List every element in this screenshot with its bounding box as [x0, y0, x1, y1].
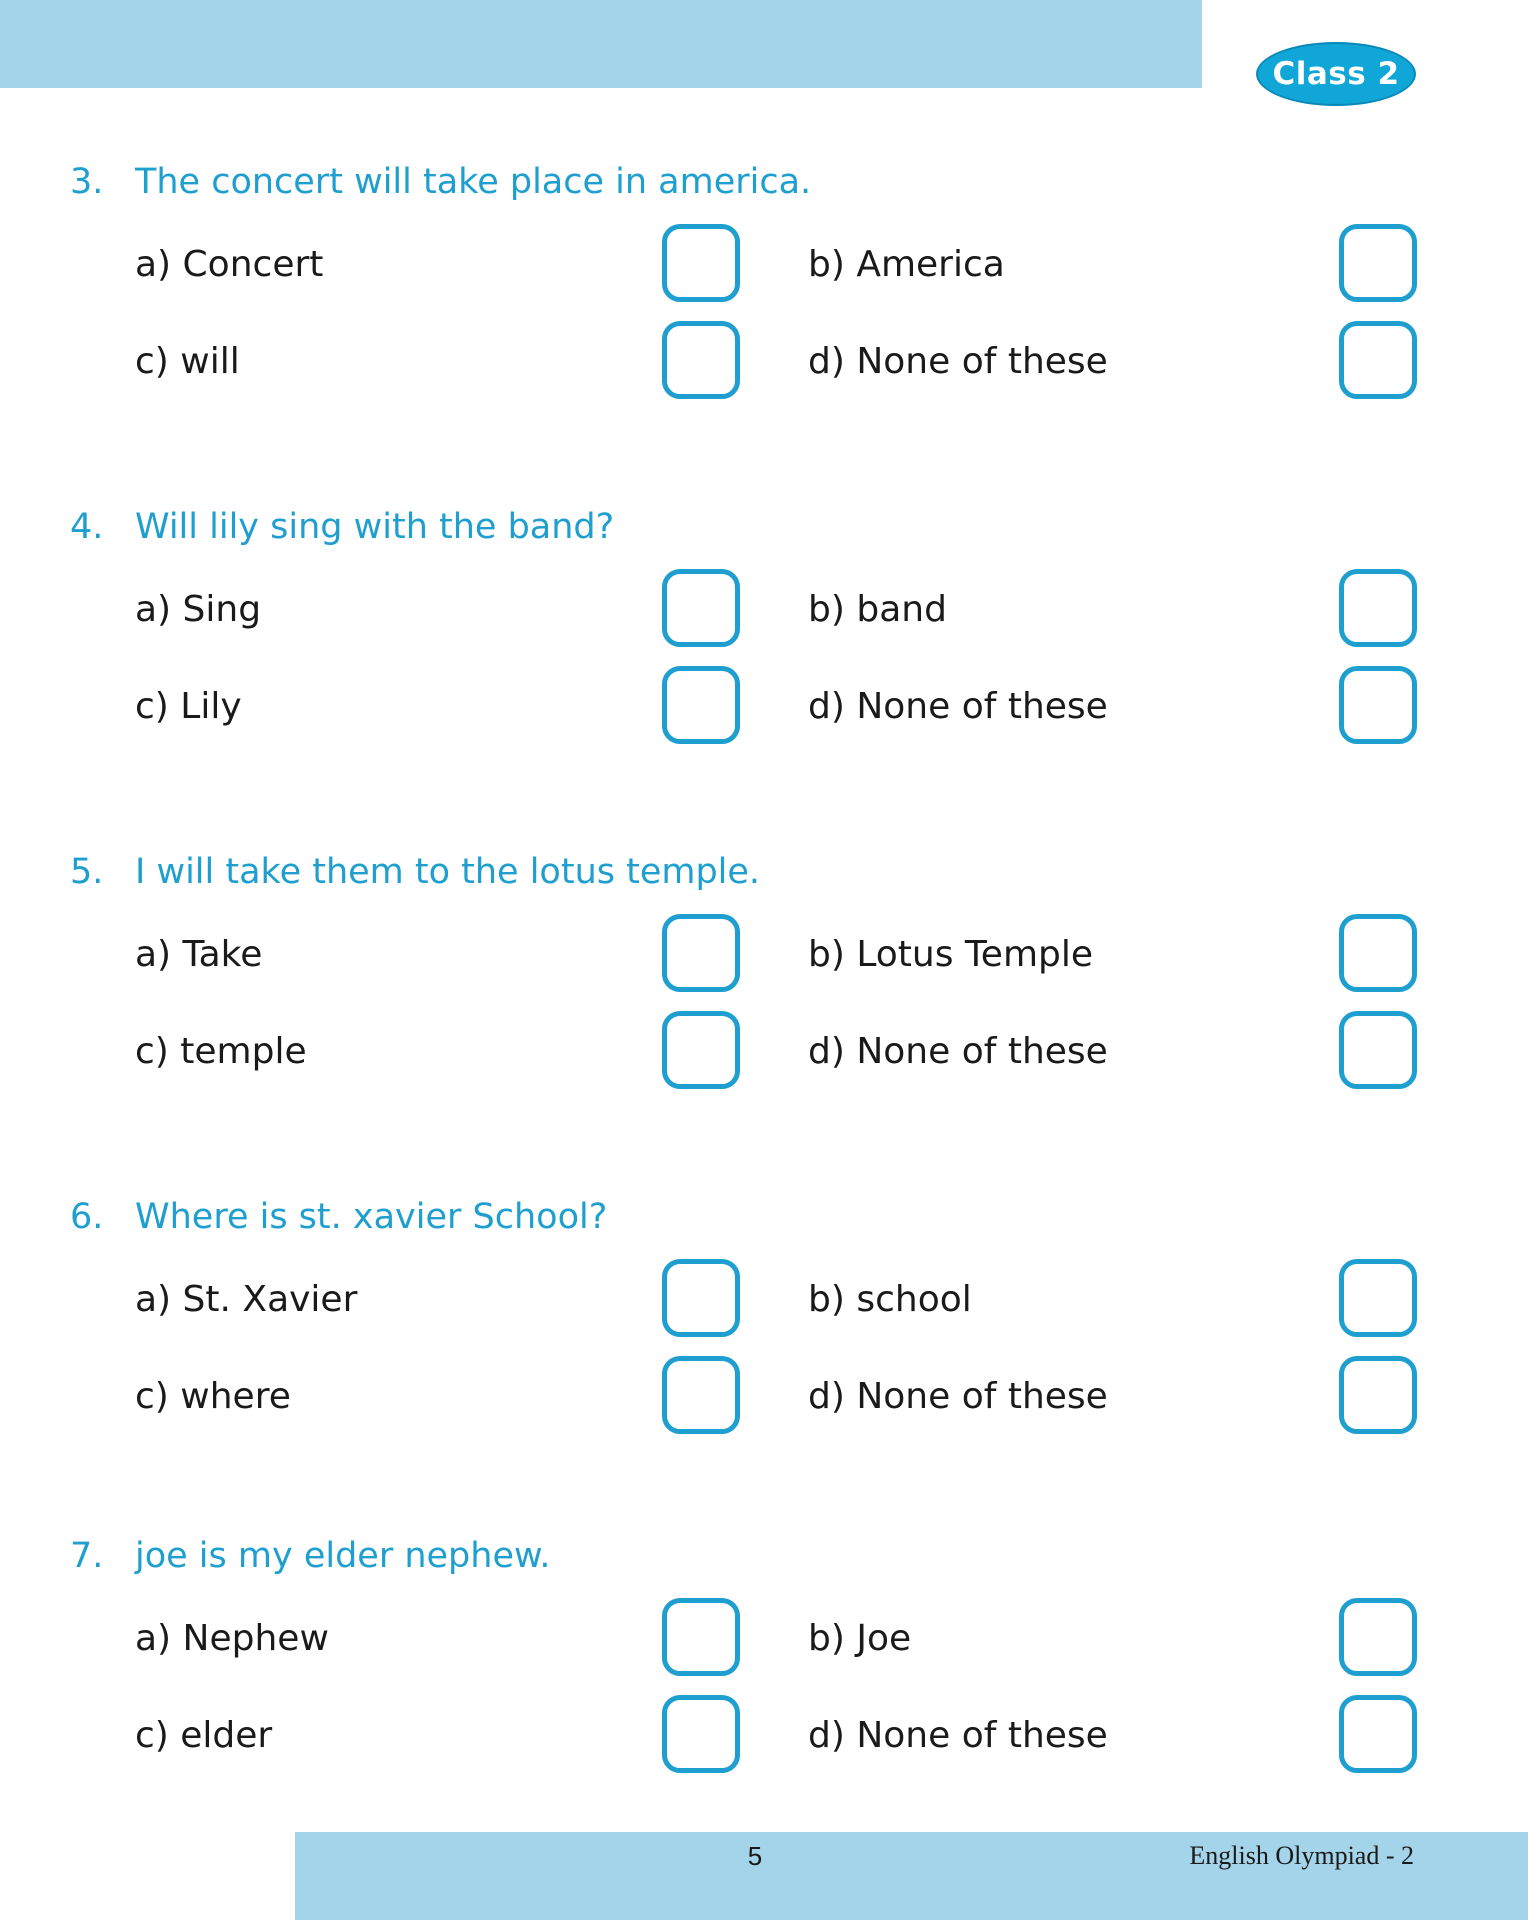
option-a-checkbox[interactable] [662, 914, 740, 992]
option-b-checkbox[interactable] [1339, 914, 1417, 992]
option-a-checkbox[interactable] [662, 224, 740, 302]
option-c-checkbox[interactable] [662, 1356, 740, 1434]
question-number: 6. [70, 1197, 104, 1237]
option-b-checkbox[interactable] [1339, 1259, 1417, 1337]
option-c-checkbox[interactable] [662, 1695, 740, 1773]
option-b-label: b) Joe [808, 1618, 912, 1659]
top-header-band [0, 0, 1202, 88]
option-b-label: b) school [808, 1279, 972, 1320]
question-number: 7. [70, 1536, 104, 1576]
question-text: joe is my elder nephew. [135, 1536, 551, 1576]
option-a-label: a) Nephew [135, 1618, 329, 1659]
question-number: 3. [70, 162, 104, 202]
option-b-checkbox[interactable] [1339, 224, 1417, 302]
option-b-checkbox[interactable] [1339, 569, 1417, 647]
option-c-label: c) will [135, 341, 240, 382]
option-c-label: c) elder [135, 1715, 273, 1756]
option-b-label: b) Lotus Temple [808, 934, 1094, 975]
option-a-checkbox[interactable] [662, 1259, 740, 1337]
option-d-label: d) None of these [808, 686, 1108, 727]
option-c-label: c) where [135, 1376, 291, 1417]
option-a-checkbox[interactable] [662, 569, 740, 647]
option-a-label: a) Sing [135, 589, 262, 630]
option-d-label: d) None of these [808, 1031, 1108, 1072]
question-text: I will take them to the lotus temple. [135, 852, 761, 892]
option-a-label: a) Concert [135, 244, 324, 285]
option-d-label: d) None of these [808, 1715, 1108, 1756]
page-number: 5 [747, 1841, 763, 1871]
question-number: 5. [70, 852, 104, 892]
option-d-checkbox[interactable] [1339, 321, 1417, 399]
option-d-checkbox[interactable] [1339, 1695, 1417, 1773]
option-c-label: c) temple [135, 1031, 307, 1072]
option-b-label: b) band [808, 589, 947, 630]
option-c-label: c) Lily [135, 686, 242, 727]
option-c-checkbox[interactable] [662, 666, 740, 744]
option-a-label: a) St. Xavier [135, 1279, 358, 1320]
option-d-checkbox[interactable] [1339, 1356, 1417, 1434]
class-badge: Class 2 [1256, 42, 1416, 106]
option-a-checkbox[interactable] [662, 1598, 740, 1676]
option-b-label: b) America [808, 244, 1005, 285]
option-d-label: d) None of these [808, 1376, 1108, 1417]
question-text: The concert will take place in america. [135, 162, 812, 202]
question-number: 4. [70, 507, 104, 547]
option-a-label: a) Take [135, 934, 263, 975]
option-c-checkbox[interactable] [662, 321, 740, 399]
option-b-checkbox[interactable] [1339, 1598, 1417, 1676]
option-d-checkbox[interactable] [1339, 1011, 1417, 1089]
option-d-checkbox[interactable] [1339, 666, 1417, 744]
question-text: Will lily sing with the band? [135, 507, 615, 547]
question-text: Where is st. xavier School? [135, 1197, 608, 1237]
footer-book-title: English Olympiad - 2 [1189, 1841, 1414, 1870]
option-d-label: d) None of these [808, 341, 1108, 382]
option-c-checkbox[interactable] [662, 1011, 740, 1089]
